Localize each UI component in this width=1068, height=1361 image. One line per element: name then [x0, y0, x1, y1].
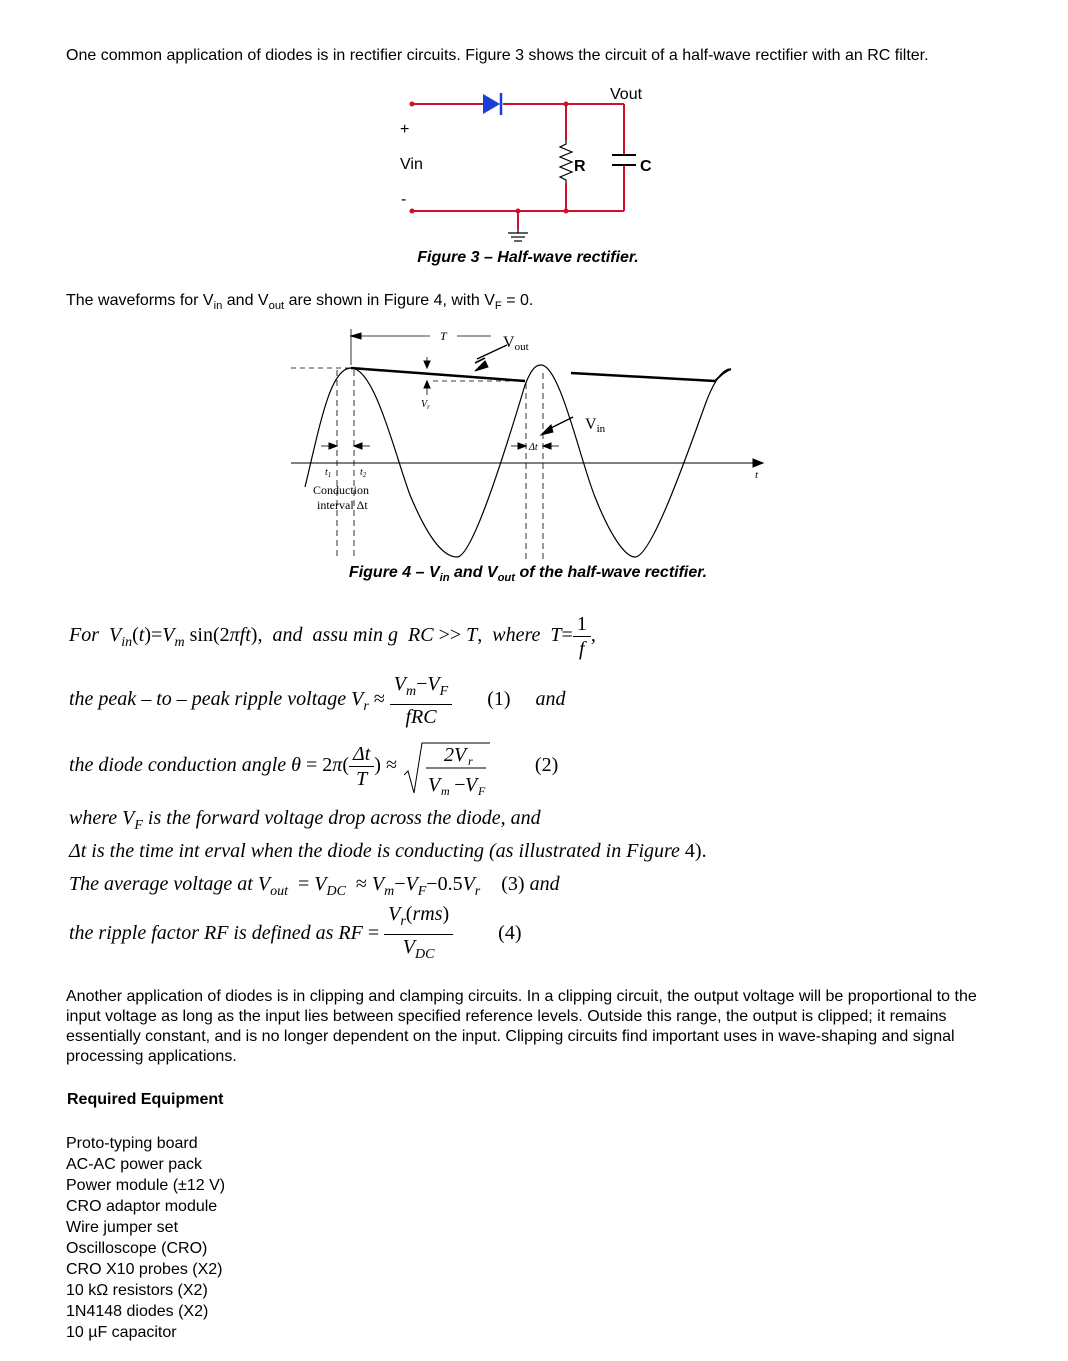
waveform-figure	[285, 325, 775, 565]
equation-line-6: The average voltage at $V_{out} = V_{DC} \approx V_m-V_F-0.5V_r$ (3) and	[69, 873, 560, 899]
list-item: 10 kΩ resistors (X2)	[66, 1282, 208, 1299]
capacitor-symbol	[612, 155, 636, 165]
time-axis-label: t	[755, 469, 759, 481]
equation-line-2: the peak – to – peak ripple voltage $V_r$ ≈ $\frac{V_m-V_F}{\text{fRC}}$ (1) and	[69, 673, 566, 728]
delta-t-label: Δt	[529, 442, 538, 453]
figure-4-caption: Figure $4 - V_{in}$ and $V_{out}$ of the half-wave rectifier.	[348, 564, 708, 585]
vin-wave-label: Vin	[585, 416, 606, 435]
resistor-symbol	[560, 140, 572, 184]
ground-symbol	[508, 230, 528, 241]
figure-3-caption: Figure 3 – Half-wave rectifier.	[417, 249, 639, 266]
vr-arrowhead-bottom	[424, 381, 430, 388]
list-item: CRO X10 probes (X2)	[66, 1261, 223, 1278]
vout-ripple-segment-2	[571, 373, 715, 381]
input-terminal-plus	[410, 102, 415, 107]
resistor-label: R	[574, 158, 586, 175]
equation-line-5: Δt is the time int erval when the diode is conducting (as illustrated in Figure 4).	[69, 840, 707, 862]
capacitor-label: C	[640, 158, 652, 175]
vin-waveform	[305, 365, 729, 557]
vr-arrowhead-top	[424, 361, 430, 368]
vin-label: Vin	[400, 156, 423, 173]
list-item: Wire jumper set	[66, 1219, 179, 1236]
list-item: AC-AC power pack	[66, 1156, 203, 1173]
input-terminal-minus	[410, 209, 415, 214]
half-wave-rectifier-circuit	[390, 80, 680, 250]
t2-label: $t_2$	[360, 467, 367, 479]
diode-symbol	[483, 93, 501, 115]
equation-line-7: the ripple factor RF is defined as RF = $\frac{V_r(rms)}{V_{DC}}$ (4)	[69, 903, 522, 962]
svg-text:2V: 2V	[443, 744, 467, 767]
svg-text:r: r	[467, 754, 473, 769]
conduction-label-line2: interval Δt	[317, 498, 368, 512]
vout-rise	[715, 369, 731, 381]
svg-text:−: −	[452, 774, 467, 796]
svg-text:m: m	[440, 784, 450, 796]
delta-t-arrowhead-left	[518, 443, 526, 449]
list-item: 1N4148 diodes (X2)	[66, 1303, 209, 1320]
list-item: Power module (±12 V)	[66, 1177, 226, 1194]
t1-arrowhead	[329, 443, 337, 449]
equation-line-1: For $V_{in}(t)=V_m$ sin(2πft), and assu min g RC >> T, where T= $\frac{1}{f}$ ,	[69, 612, 596, 660]
equipment-list	[66, 1133, 225, 1343]
sqrt-sign	[402, 739, 492, 795]
svg-text:V: V	[464, 774, 478, 796]
t2-arrowhead	[354, 443, 362, 449]
period-arrowhead	[351, 333, 361, 339]
list-item: 10 µF capacitor	[66, 1324, 177, 1341]
node-dot-ground	[516, 209, 521, 214]
period-label: T	[440, 329, 447, 343]
node-dot-top	[564, 102, 569, 107]
vout-wave-label: Vout	[503, 334, 529, 353]
plus-label: +	[400, 121, 410, 138]
conduction-label-line1: Conduction	[313, 483, 369, 497]
list-item: Oscilloscope (CRO)	[66, 1240, 208, 1257]
equation-line-4: where $V_F$ is the forward voltage drop across the diode, and	[69, 807, 541, 833]
minus-label: -	[401, 191, 407, 208]
svg-text:F: F	[477, 784, 486, 796]
intro-paragraph: One common application of diodes is in rectifier circuits. Figure 3 shows the circuit of a half-wave rectifier with an RC filter.	[66, 47, 929, 64]
time-axis-arrow	[753, 459, 763, 467]
vr-label: $V_r$	[421, 399, 430, 411]
vout-ripple-segment-1	[351, 368, 525, 381]
delta-t-arrowhead-right	[543, 443, 551, 449]
svg-text:V: V	[427, 774, 441, 796]
equation-line-3: the diode conduction angle θ = 2π( $\frac{\Delta t}{T}$ ) ≈ 2V r V m − V F (2)	[69, 737, 558, 793]
list-item: Proto-typing board	[66, 1135, 198, 1152]
equipment-heading: Required Equipment	[67, 1091, 224, 1108]
waveforms-sentence: The waveforms for $V_{in}$ and $V_{out}$ are shown in Figure 4, with $V_F = 0$.	[66, 292, 534, 313]
t1-label: $t_1$	[325, 467, 332, 479]
clipping-paragraph: Another application of diodes is in clipping and clamping circuits. In a clipping circuit, the output voltage will be proportional to the input voltage as long as the input lies between specified reference levels. Outside this range, the output is clipped; it remains essentially constant, and is no longer dependent on the input. Clipping circuits find important uses in wave-shaping and signal processing applications.	[66, 988, 977, 1065]
vout-label: Vout	[610, 86, 643, 103]
list-item: CRO adaptor module	[66, 1198, 218, 1215]
node-dot-bottom	[564, 209, 569, 214]
